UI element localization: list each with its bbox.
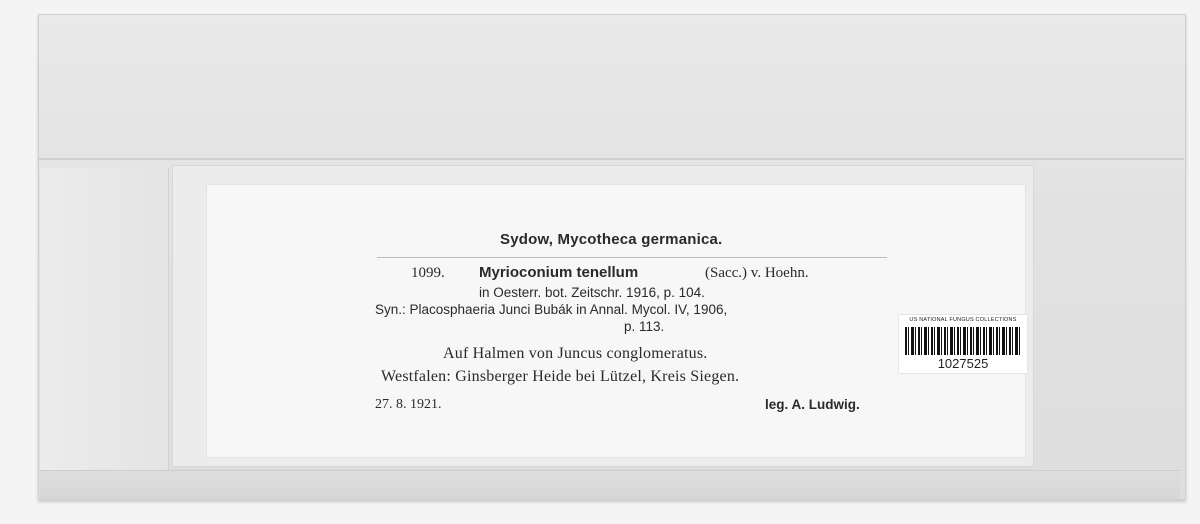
collection-title: Sydow, Mycotheca germanica. <box>500 231 723 248</box>
collection-date: 27. 8. 1921. <box>375 397 442 412</box>
publication-reference: in Oesterr. bot. Zeitschr. 1916, p. 104. <box>479 285 705 300</box>
synonym-page: p. 113. <box>624 319 665 334</box>
exsiccata-number: 1099. <box>411 265 445 281</box>
species-name: Myrioconium tenellum <box>479 264 639 281</box>
barcode-label <box>898 314 1028 374</box>
habitat-text: Auf Halmen von Juncus conglomeratus. <box>443 345 708 362</box>
species-authority: (Sacc.) v. Hoehn. <box>705 265 809 281</box>
barcode-number: 1027525 <box>937 356 989 371</box>
synonym-line: Syn.: Placosphaeria Junci Bubák in Annal. Mycol. IV, 1906, <box>375 302 728 317</box>
packet-bottom-fold <box>40 470 1180 499</box>
locality-text: Westfalen: Ginsberger Heide bei Lützel, Kreis Siegen. <box>381 368 740 385</box>
collector-name: leg. A. Ludwig. <box>765 397 860 412</box>
packet-left-fold <box>40 168 169 486</box>
title-divider <box>377 257 887 258</box>
barcode-bars <box>905 327 1021 355</box>
barcode-caption: US NATIONAL FUNGUS COLLECTIONS <box>909 317 1017 323</box>
packet-flap-fold <box>38 158 1184 160</box>
